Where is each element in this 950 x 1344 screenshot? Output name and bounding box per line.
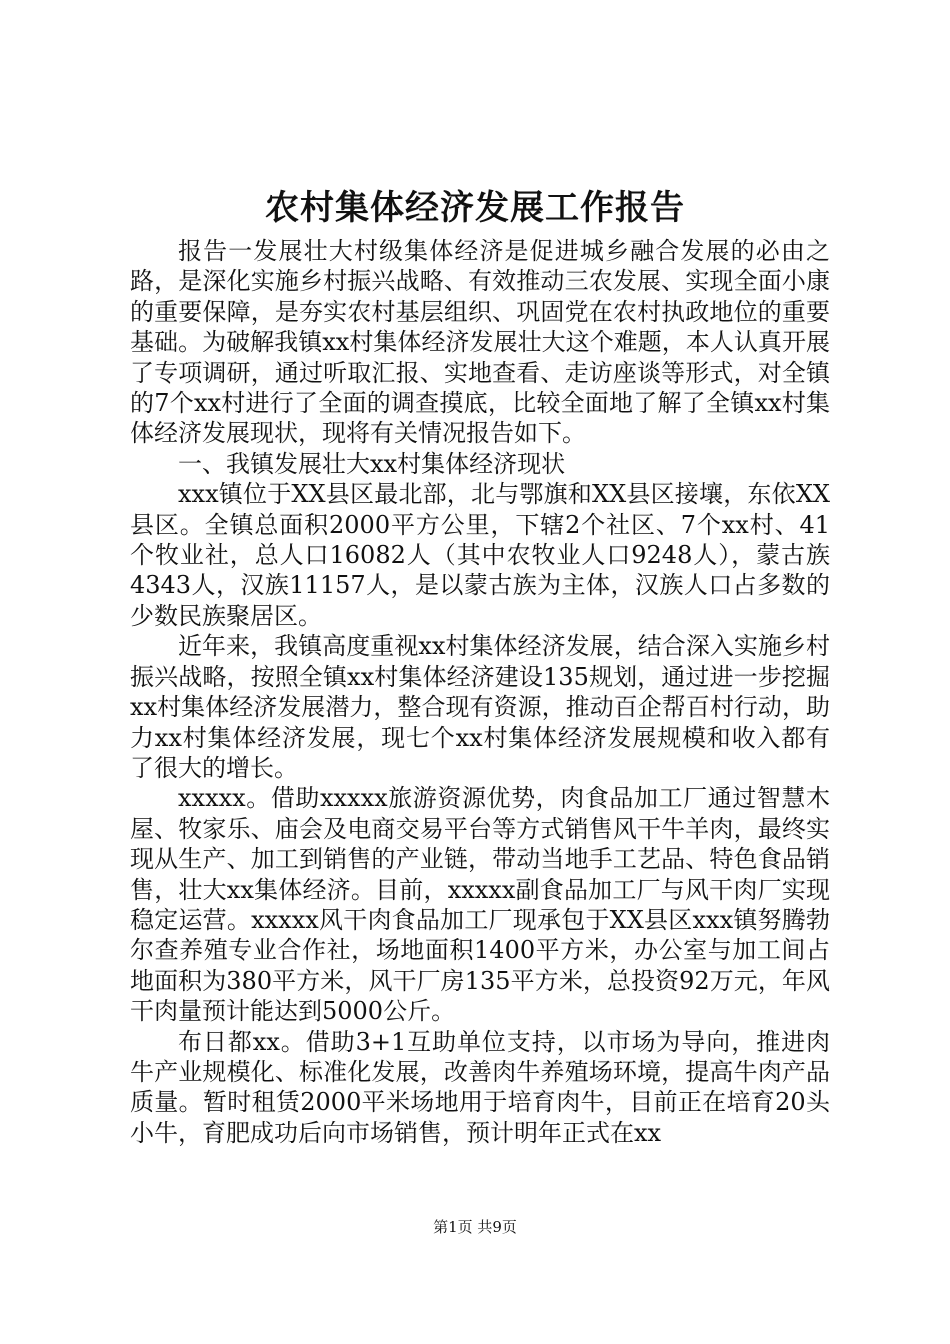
paragraph-intro: 报告一发展壮大村级集体经济是促进城乡融合发展的必由之路，是深化实施乡村振兴战略、有效推动三农发展、实现全面小康的重要保障，是夯实农村基层组织、巩固党在农村执政地位的重要基础。为破解我镇xx村集体经济发展壮大这个难题，本人认真开展了专项调研，通过听取汇报、实地查看、走访座谈等形式，对全镇的7个xx村进行了全面的调查摸底，比较全面地了解了全镇xx村集体经济发展现状，现将有关情况报告如下。 [130,237,830,448]
paragraph-overview: xxx镇位于XX县区最北部，北与鄂旗和XX县区接壤，东依XX县区。全镇总面积2000平方公里，下辖2个社区、7个xx村、41个牧业社，总人口16082人（其中农牧业人口9248人），蒙古族4343人，汉族11157人，是以蒙古族为主体，汉族人口占多数的少数民族聚居区。 [130,480,830,630]
page-footer: 第1页 共9页 [433,1218,517,1236]
document-body [130,236,830,1148]
paragraph-meat-factory: xxxxx。借助xxxxx旅游资源优势，肉食品加工厂通过智慧木屋、牧家乐、庙会及电商交易平台等方式销售风干牛羊肉，最终实现从生产、加工到销售的产业链，带动当地手工艺品、特色食品销售，壮大xx集体经济。目前，xxxxx副食品加工厂与风干肉厂实现稳定运营。xxxxx风干肉食品加工厂现承包于XX县区xxx镇努腾勃尔查养殖专业合作社，场地面积1400平方米，办公室与加工间占地面积为380平方米，风干厂房135平方米，总投资92万元，年风干肉量预计能达到5000公斤。 [130,784,830,1026]
document-title: 农村集体经济发展工作报告 [265,188,685,228]
paragraph-cattle: 布日都xx。借助3+1互助单位支持，以市场为导向，推进肉牛产业规模化、标准化发展，改善肉牛养殖场环境，提高牛肉产品质量。暂时租赁2000平米场地用于培育肉牛，目前正在培育20头小牛，育肥成功后向市场销售，预计明年正式在xx [130,1027,830,1147]
section-heading: 一、我镇发展壮大xx村集体经济现状 [178,449,566,478]
paragraph-recent-years: 近年来，我镇高度重视xx村集体经济发展，结合深入实施乡村振兴战略，按照全镇xx村集体经济建设135规划，通过进一步挖掘xx村集体经济发展潜力，整合现有资源，推动百企帮百村行动，助力xx村集体经济发展，现七个xx村集体经济发展规模和收入都有了很大的增长。 [130,632,830,782]
